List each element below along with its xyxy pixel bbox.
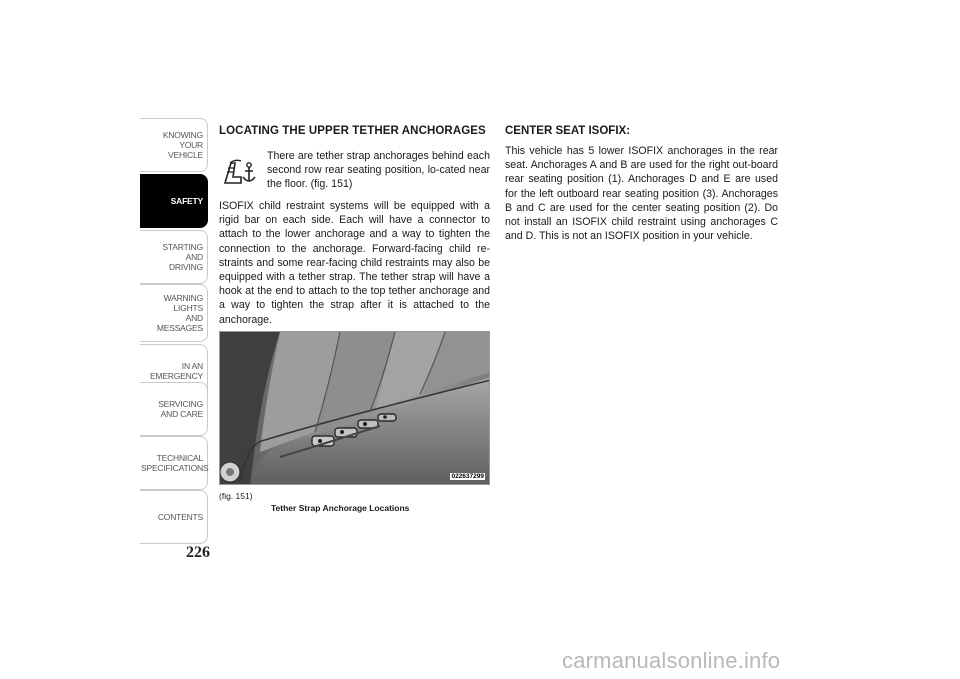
- intro-paragraph: There are tether strap anchorages behind each second row rear seating position, lo-cated near the floor. (fig. 151): [267, 150, 490, 191]
- tab-servicing-and-care[interactable]: [140, 382, 208, 436]
- tab-contents[interactable]: [140, 490, 208, 544]
- intro-block: [219, 149, 490, 199]
- tab-technical-specifications[interactable]: [140, 436, 208, 490]
- left-column: [219, 124, 490, 513]
- body-paragraph: This vehicle has 5 lower ISOFIX anchorages in the rear seat. Anchorages A and B are used for the right out-board rear seating position (1). Anchorages D and E are used for the left outboard rear seating position (3). Anchorages B and C are used for the center seating position (2). Do not install an ISOFIX child restraint using anchorages C and D. This is not an ISOFIX position in your vehicle.: [505, 145, 778, 243]
- watermark: carmanualsonline.info: [562, 648, 781, 673]
- seat-illustration: [220, 332, 490, 485]
- tab-label: SAFETY: [170, 196, 203, 206]
- tether-anchor-icon: [221, 157, 257, 187]
- tab-starting-and-driving[interactable]: [140, 230, 208, 284]
- page-number: 226: [186, 544, 210, 561]
- tab-warning-lights-and-messages[interactable]: [140, 284, 208, 342]
- tab-label: STARTING AND DRIVING: [162, 242, 203, 272]
- figure-reference: (fig. 151): [219, 490, 253, 501]
- tab-label: SERVICING AND CARE: [158, 399, 203, 419]
- right-column: [505, 124, 778, 243]
- tab-label: KNOWING YOUR VEHICLE: [162, 130, 203, 160]
- seat-anchorage-figure: [219, 331, 490, 485]
- tab-label: WARNING LIGHTS AND MESSAGES: [156, 293, 203, 333]
- section-heading: CENTER SEAT ISOFIX:: [505, 125, 631, 137]
- body-paragraph: ISOFIX child restraint systems will be equipped with a rigid bar on each side. Each will have a connector to attach to the lower anchorage and a way to tighten the connection to the anchorage. Forward-facing child re-straints and some rear-facing child restraints may also be equipped with a tether strap. The tether strap will have a hook at the end to attach to the top tether anchorage and a way to tighten the strap after it is attached to the anchorage.: [219, 200, 490, 326]
- tab-label: IN AN EMERGENCY: [150, 361, 203, 381]
- figure-caption: Tether Strap Anchorage Locations: [271, 502, 410, 513]
- tab-label: TECHNICAL SPECIFICATIONS: [141, 453, 209, 473]
- figure-code: 022637299: [451, 472, 484, 480]
- section-heading: LOCATING THE UPPER TETHER ANCHORAGES: [219, 125, 486, 137]
- tab-safety[interactable]: [140, 174, 208, 228]
- tab-knowing-your-vehicle[interactable]: [140, 118, 208, 172]
- tab-label: CONTENTS: [157, 512, 203, 522]
